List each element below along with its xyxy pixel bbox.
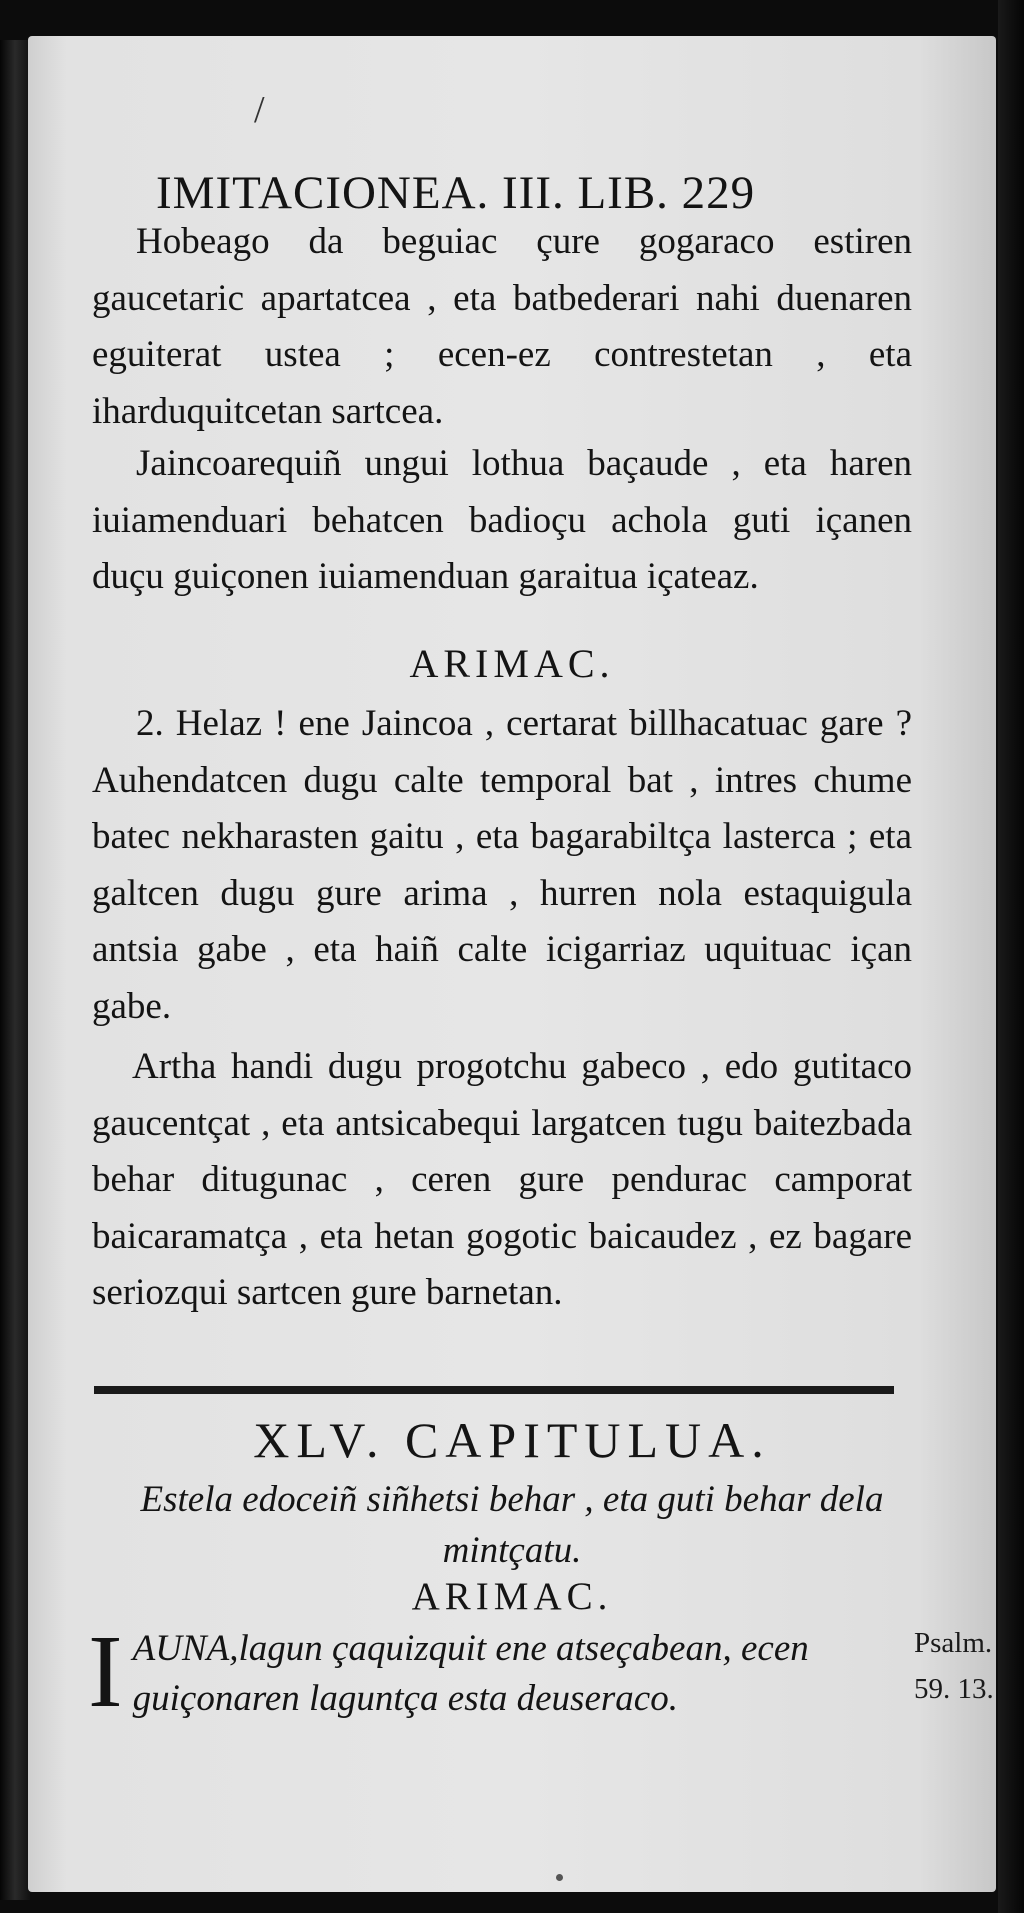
paragraph-3: 2. Helaz ! ene Jaincoa , certarat billhacatuac gare ? Auhendatcen dugu calte temporal bat , intres chume batec nekharasten gaitu , eta bagarabiltça lasterca ; eta galtcen dugu gure arima , hurren nola estaquigula antsia gabe , eta haiñ calte icigarriaz uquituac içan gabe. [92, 703, 912, 1027]
chapter-heading-arimac: ARIMAC. [411, 1575, 613, 1618]
book-spine-shadow [0, 40, 30, 1900]
paragraph-1: Hobeago da beguiac çure gogaraco estiren gaucetaric apartatcea , eta batbederari nahi duenaren eguiterat ustea ; ecen-ez contrestetan , eta iharduquitcetan sartcea. [92, 221, 912, 432]
section-heading-arimac: ARIMAC. [409, 641, 615, 686]
chapter-title: XLV. CAPITULUA. [253, 1412, 771, 1468]
margin-reference-verse: 59. 13. [914, 1673, 994, 1705]
drop-cap: I [88, 1614, 123, 1729]
paragraph-2: Jaincoarequiñ ungui lothua baçaude , eta haren iuiamenduari behatcen badioçu achola guti içanen duçu guiçonen iuiamenduan garaitua içateaz. [92, 443, 912, 597]
section-divider [94, 1386, 894, 1394]
ink-mark: / [254, 89, 265, 131]
paper-speck [556, 1874, 563, 1881]
running-header: IMITACIONEA. III. LIB. 229 [156, 167, 756, 219]
verse-text: AUNA,lagun çaquizquit ene atseçabean, ecen guiçonaren laguntça esta deuseraco. [132, 1628, 809, 1719]
book-page [28, 36, 996, 1892]
margin-reference-book: Psalm. [914, 1627, 993, 1659]
paragraph-4: Artha handi dugu progotchu gabeco , edo gutitaco gaucentçat , eta antsicabequi largatcen tugu baitezbada behar ditugunac , ceren gure pendurac camporat baicaramatça , eta hetan gogotic baicaudez , ez bagare seriozqui sartcen gure barnetan. [92, 1046, 912, 1313]
chapter-verse [88, 1614, 888, 1729]
margin-reference [914, 1620, 1024, 1712]
chapter-subtitle: Estela edoceiñ siñhetsi behar , eta guti behar dela mintçatu. [140, 1479, 884, 1571]
